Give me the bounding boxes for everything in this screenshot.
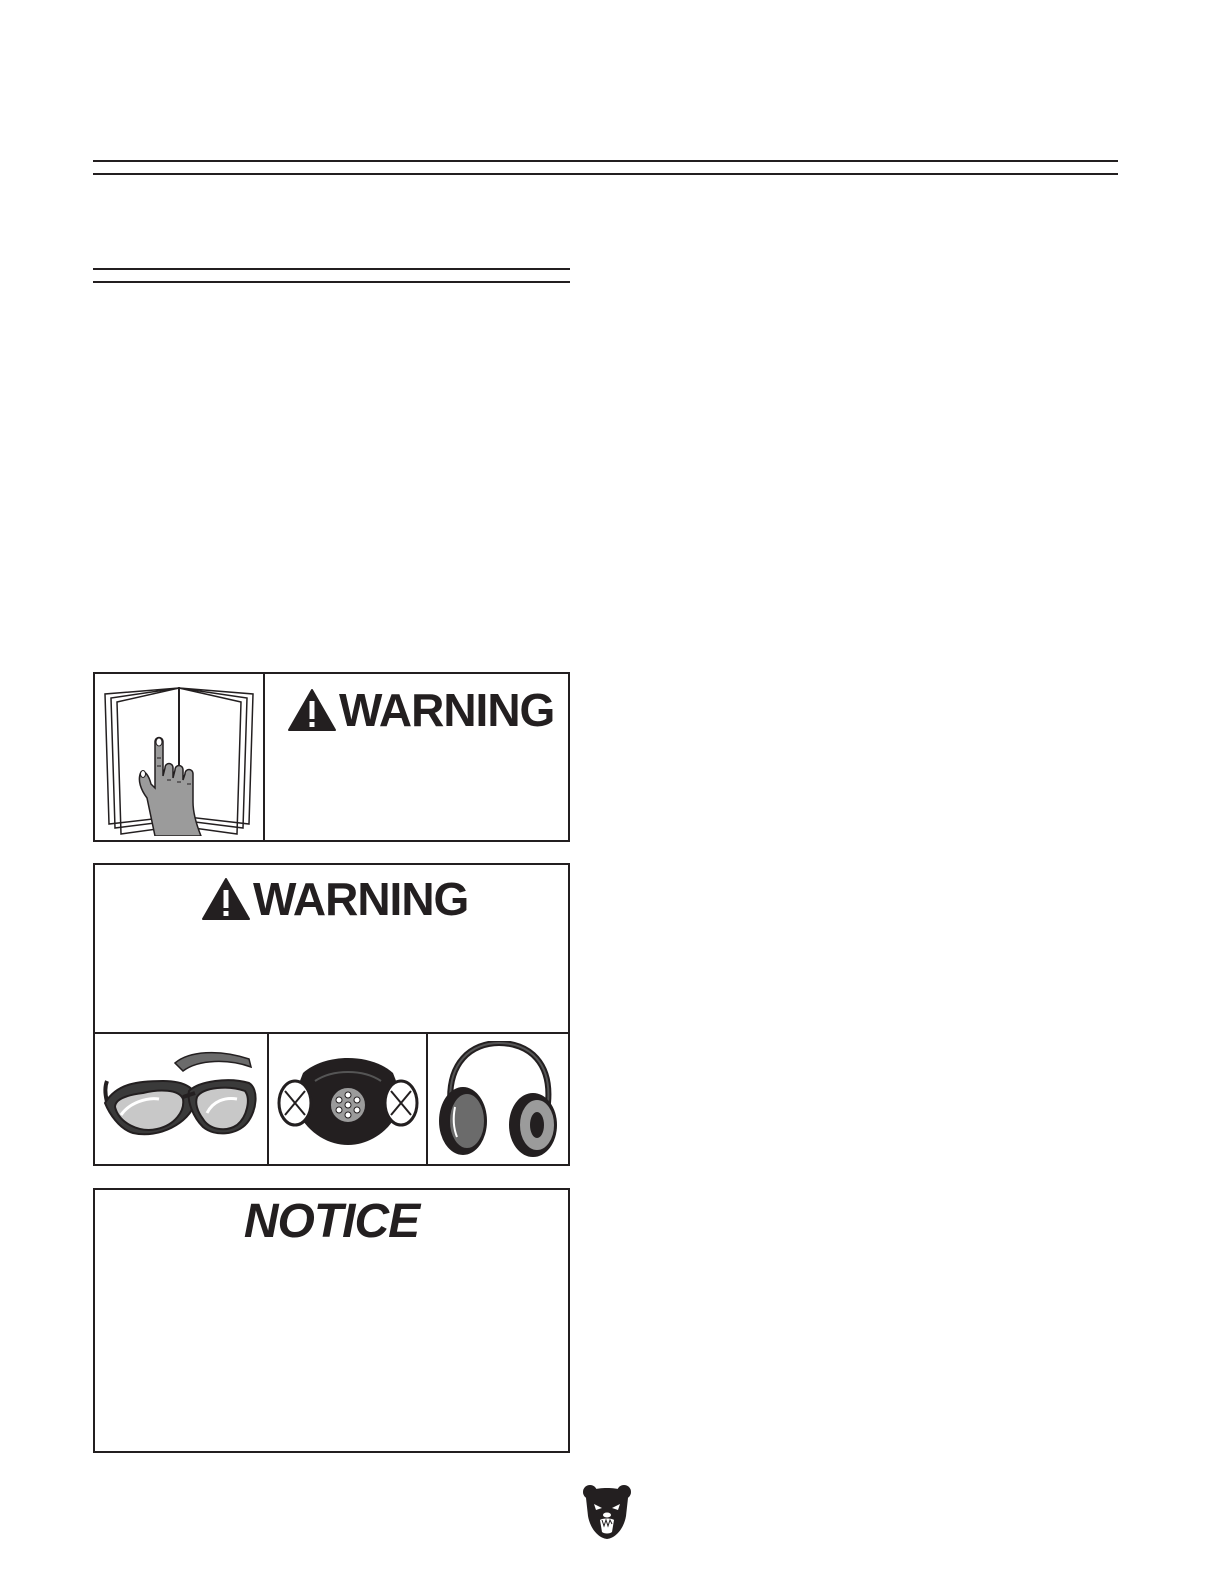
warning-manual-signal-word: WARNING (339, 684, 555, 736)
ear-muffs-icon (433, 1041, 565, 1161)
ppe-cell-divider-2 (426, 1032, 428, 1164)
notice-title (95, 1194, 568, 1248)
warning-ppe-title (201, 873, 468, 925)
section-rule-bottom (93, 281, 570, 283)
safety-glasses-icon (99, 1041, 263, 1161)
notice-signal-word: NOTICE (243, 1194, 420, 1248)
exclamation-triangle-icon (287, 688, 337, 732)
section-rule-top (93, 268, 570, 270)
warning-ppe-divider (95, 1032, 568, 1034)
warning-manual-divider (263, 674, 265, 840)
notice-box (93, 1188, 570, 1453)
warning-ppe-box (93, 863, 570, 1166)
header-rule-top (93, 160, 1118, 162)
warning-manual-box (93, 672, 570, 842)
header-rule-bottom (93, 173, 1118, 175)
ppe-cell-divider-1 (267, 1032, 269, 1164)
manual-reading-hand-icon (101, 680, 257, 836)
warning-manual-title (287, 684, 554, 736)
warning-ppe-signal-word: WARNING (253, 873, 469, 925)
respirator-icon (275, 1041, 421, 1161)
grizzly-bear-logo (582, 1484, 632, 1540)
exclamation-triangle-icon (201, 877, 251, 921)
